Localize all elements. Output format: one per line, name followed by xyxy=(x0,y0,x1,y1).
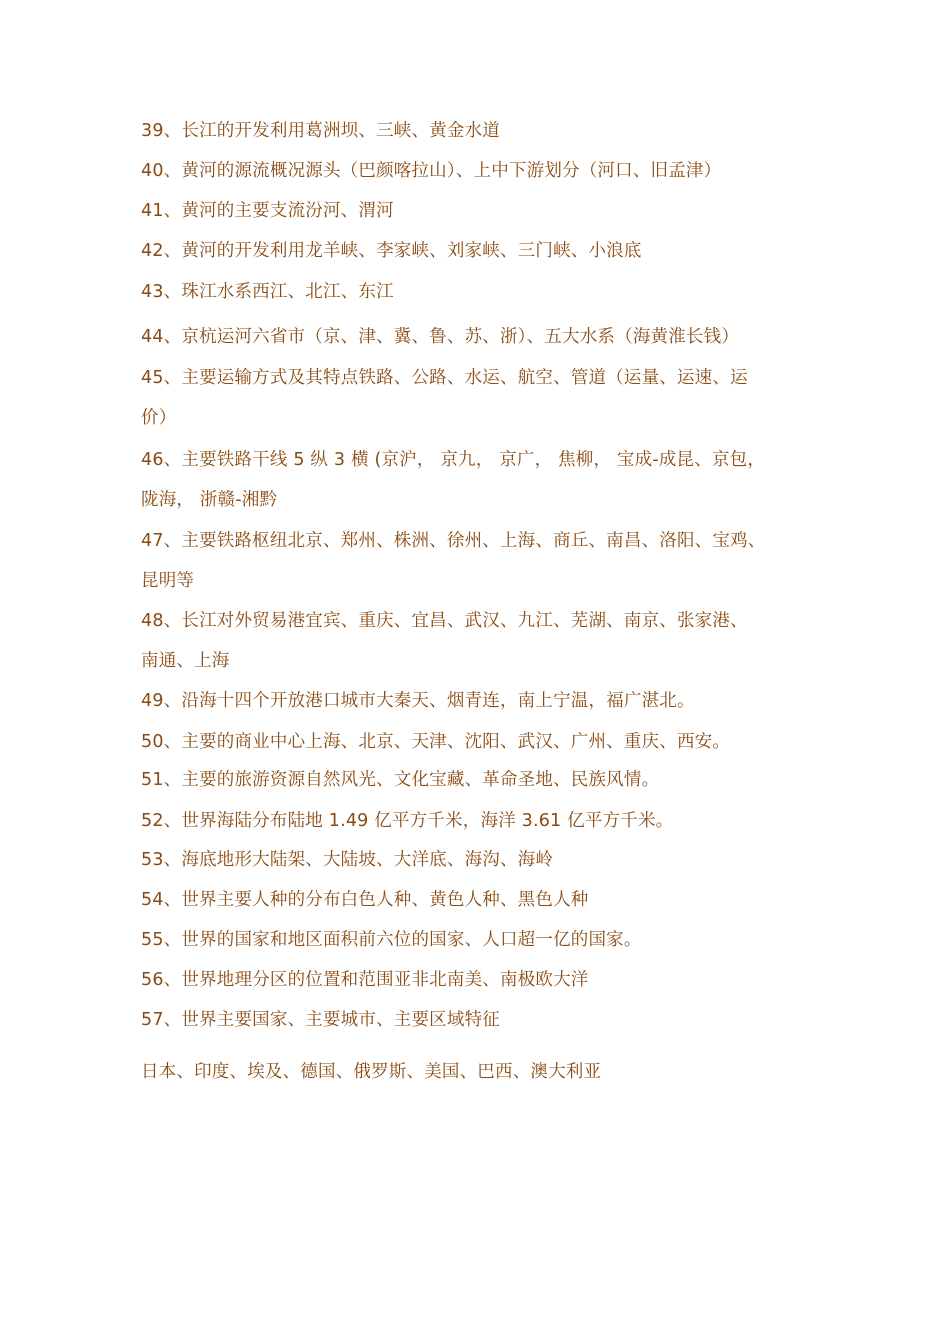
text-line-46-cont: 陇海， 浙赣-湘黔 xyxy=(141,490,278,510)
text-line-45-cont: 价） xyxy=(141,408,177,428)
text-line-57-countries: 日本、印度、埃及、德国、俄罗斯、美国、巴西、澳大利亚 xyxy=(141,1062,602,1082)
text-line-45: 45、主要运输方式及其特点铁路、公路、水运、航空、管道（运量、运速、运 xyxy=(141,368,748,388)
text-line-46: 46、主要铁路干线 5 纵 3 横 (京沪， 京九， 京广， 焦柳， 宝成-成昆、京包， xyxy=(141,450,766,470)
text-line-51: 51、主要的旅游资源自然风光、文化宝藏、革命圣地、民族风情。 xyxy=(141,770,660,790)
text-line-52: 52、世界海陆分布陆地 1.49 亿平方千米，海洋 3.61 亿平方千米。 xyxy=(141,811,674,831)
text-line-56: 56、世界地理分区的位置和范围亚非北南美、南极欧大洋 xyxy=(141,970,589,990)
text-line-48: 48、长江对外贸易港宜宾、重庆、宜昌、武汉、九江、芜湖、南京、张家港、 xyxy=(141,611,748,631)
text-line-57: 57、世界主要国家、主要城市、主要区域特征 xyxy=(141,1010,500,1030)
text-line-53: 53、海底地形大陆架、大陆坡、大洋底、海沟、海岭 xyxy=(141,850,554,870)
text-line-47: 47、主要铁路枢纽北京、郑州、株洲、徐州、上海、商丘、南昌、洛阳、宝鸡、 xyxy=(141,531,766,551)
text-line-41: 41、黄河的主要支流汾河、渭河 xyxy=(141,201,394,221)
text-line-55: 55、世界的国家和地区面积前六位的国家、人口超一亿的国家。 xyxy=(141,930,642,950)
text-line-48-cont: 南通、上海 xyxy=(141,651,230,671)
text-line-50: 50、主要的商业中心上海、北京、天津、沈阳、武汉、广州、重庆、西安。 xyxy=(141,732,731,752)
text-line-44: 44、京杭运河六省市（京、津、冀、鲁、苏、浙）、五大水系（海黄淮长钱） xyxy=(141,327,740,347)
text-line-42: 42、黄河的开发利用龙羊峡、李家峡、刘家峡、三门峡、小浪底 xyxy=(141,241,642,261)
text-line-47-cont: 昆明等 xyxy=(141,571,195,591)
text-line-39: 39、长江的开发利用葛洲坝、三峡、黄金水道 xyxy=(141,121,500,141)
text-line-54: 54、世界主要人种的分布白色人种、黄色人种、黑色人种 xyxy=(141,890,589,910)
text-line-49: 49、沿海十四个开放港口城市大秦天、烟青连，南上宁温，福广湛北。 xyxy=(141,691,695,711)
text-line-40: 40、黄河的源流概况源头（巴颜喀拉山）、上中下游划分（河口、旧孟津） xyxy=(141,161,722,181)
text-line-43: 43、珠江水系西江、北江、东江 xyxy=(141,282,394,302)
